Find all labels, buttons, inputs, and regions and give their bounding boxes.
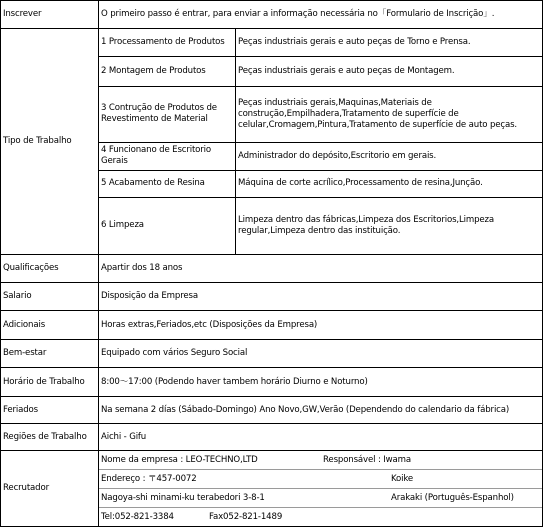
row-bem-estar	[1, 340, 543, 368]
job-type-row	[99, 142, 542, 170]
job-type-name: 5 Acabamento de Resina	[99, 170, 236, 197]
job-type-name: 4 Funcionano de Escritorio Gerais	[99, 142, 236, 170]
value-horario: 8:00～17:00 (Podendo haver tambem horário Diurno e Noturno)	[99, 368, 543, 397]
label-bem-estar: Bem-estar	[1, 340, 99, 368]
phone-number: Tel:052-821-3384	[101, 512, 174, 522]
job-type-row	[99, 86, 542, 142]
label-adicionais: Adicionais	[1, 311, 99, 340]
value-qualificacoes: Apartir dos 18 anos	[99, 255, 543, 283]
value-adicionais: Horas extras,Feriados,etc (Disposições da Empresa)	[99, 311, 543, 340]
recruiter-line	[99, 489, 542, 508]
job-type-name: 3 Contrução de Produtos de Revestimento de Material	[99, 86, 236, 142]
label-qualificacoes: Qualificações	[1, 255, 99, 283]
value-bem-estar: Equipado com vários Seguro Social	[99, 340, 543, 368]
company-name: Nome da empresa : LEO-TECHNO,LTD	[101, 455, 258, 465]
row-horario	[1, 368, 543, 397]
fax-number: Fax052-821-1489	[209, 512, 283, 522]
value-salario: Disposição da Empresa	[99, 283, 543, 311]
row-feriados	[1, 397, 543, 424]
row-qualificacoes	[1, 255, 543, 283]
job-type-row	[99, 29, 542, 56]
job-type-desc: Peças industriais gerais,Maquinas,Materiais de construção,Empilhadera,Tratamento de superfície de celular,Cromagem,Pintura,Tratamento de superfície de auto peças.	[236, 86, 543, 142]
job-type-desc: Administrador do depósito,Escritorio em gerais.	[236, 142, 543, 170]
recruiter-line	[99, 451, 542, 470]
job-type-desc: Máquina de corte acrílico,Processamento de resina,Junção.	[236, 170, 543, 197]
recruiter-block	[99, 451, 542, 526]
value-regioes: Aichi - Gifu	[99, 424, 543, 451]
job-type-desc: Limpeza dentro das fábricas,Limpeza dos Escritorios,Limpeza regular,Limpeza dentro das instituição.	[236, 197, 543, 254]
recruiter-line	[99, 508, 542, 526]
row-regioes	[1, 424, 543, 451]
row-salario	[1, 283, 543, 311]
address-postal: Endereço : 〒457-0072	[101, 474, 197, 484]
label-horario: Horário de Trabalho	[1, 368, 99, 397]
responsible-person: Responsável : Iwama	[323, 455, 411, 465]
job-type-name: 2 Montagem de Produtos	[99, 56, 236, 86]
row-inscrever	[1, 1, 543, 29]
row-recrutador	[1, 451, 543, 527]
job-types-table	[99, 29, 542, 254]
job-type-name: 6 Limpeza	[99, 197, 236, 254]
row-adicionais	[1, 311, 543, 340]
label-inscrever: Inscrever	[1, 1, 99, 29]
value-inscrever: O primeiro passo é entrar, para enviar a informação necessária no「Formulario de Inscrição」.	[99, 1, 543, 29]
job-types-cell	[99, 29, 543, 255]
responsible-person-3: Arakaki (Português-Espanhol)	[391, 493, 514, 503]
job-type-row	[99, 197, 542, 254]
address-street: Nagoya-shi minami-ku terabedori 3-8-1	[101, 493, 265, 503]
value-feriados: Na semana 2 días (Sábado-Domingo) Ano Novo,GW,Verão (Dependendo do calendario da fábrica)	[99, 397, 543, 424]
job-type-desc: Peças industriais gerais e auto peças de Torno e Prensa.	[236, 29, 543, 56]
label-feriados: Feriados	[1, 397, 99, 424]
job-type-desc: Peças industriais gerais e auto peças de Montagem.	[236, 56, 543, 86]
row-tipo-de-trabalho	[1, 29, 543, 255]
label-regioes: Regiões de Trabalho	[1, 424, 99, 451]
recruiter-line	[99, 470, 542, 489]
job-type-row	[99, 56, 542, 86]
label-salario: Salario	[1, 283, 99, 311]
job-type-row	[99, 170, 542, 197]
responsible-person-2: Koike	[391, 474, 414, 484]
label-tipo-de-trabalho: Tipo de Trabalho	[1, 29, 99, 255]
job-type-name: 1 Processamento de Produtos	[99, 29, 236, 56]
recruiter-cell	[99, 451, 543, 527]
label-recrutador: Recrutador	[1, 451, 99, 527]
